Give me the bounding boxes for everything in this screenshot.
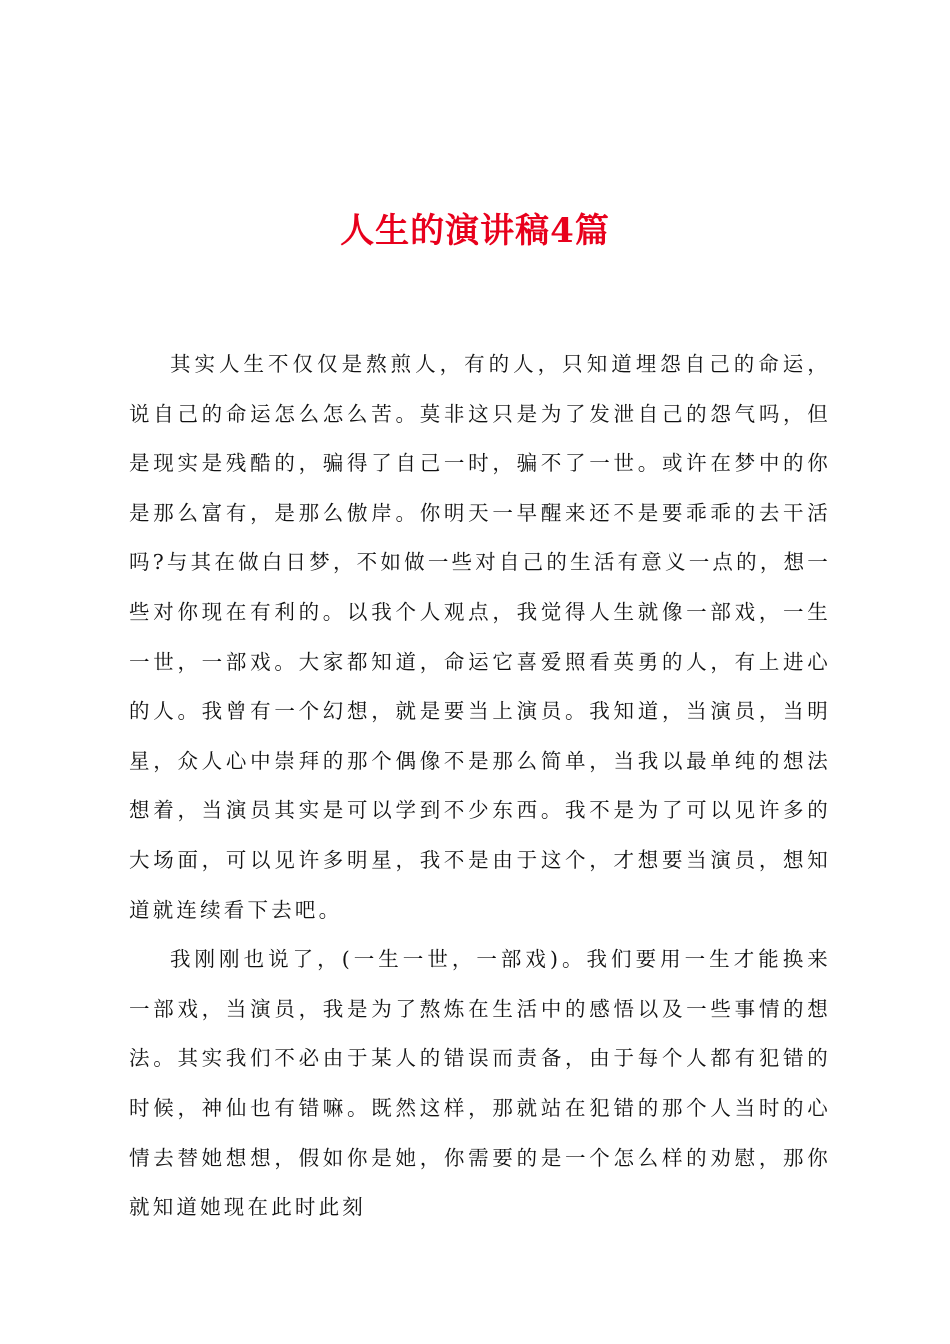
paragraph-1: 其实人生不仅仅是熬煎人，有的人，只知道埋怨自己的命运，说自己的命运怎么怎么苦。莫非这只是为了发泄自己的怨气吗，但是现实是残酷的，骗得了自己一时，骗不了一世。或许在梦中的你是那么富有，是那么傲岸。你明天一早醒来还不是要乖乖的去干活吗?与其在做白日梦，不如做一些对自己的生活有意义一点的，想一些对你现在有利的。以我个人观点，我觉得人生就像一部戏，一生一世，一部戏。大家都知道，命运它喜爱照看英勇的人，有上进心的人。我曾有一个幻想，就是要当上演员。我知道，当演员，当明星，众人心中崇拜的那个偶像不是那么简单，当我以最单纯的想法想着，当演员其实是可以学到不少东西。我不是为了可以见许多的大场面，可以见许多明星，我不是由于这个，才想要当演员，想知道就连续看下去吧。 <box>129 352 831 922</box>
document-title: 人生的演讲稿4篇 <box>340 211 610 251</box>
paragraph-2: 我刚刚也说了，(一生一世，一部戏)。我们要用一生才能换来一部戏，当演员，我是为了熬炼在生活中的感悟以及一些事情的想法。其实我们不必由于某人的错误而责备，由于每个人都有犯错的时候，神仙也有错嘛。既然这样，那就站在犯错的那个人当时的心情去替她想想，假如你是她，你需要的是一个怎么样的劝慰，那你就知道她现在此时此刻 <box>129 947 831 1220</box>
document-body <box>129 340 831 1233</box>
